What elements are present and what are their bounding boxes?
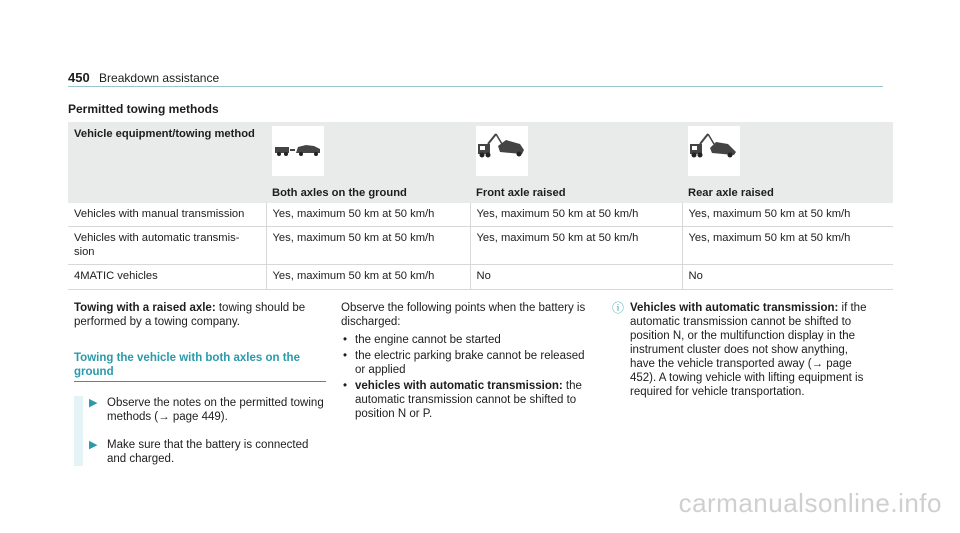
header-equipment: Vehicle equipment/towing method	[68, 122, 266, 203]
list-item: • the engine cannot be started	[341, 333, 596, 347]
row-cell: Yes, maximum 50 km at 50 km/h	[470, 227, 682, 265]
header-divider	[68, 86, 883, 87]
raised-axle-label: Towing with a raised axle:	[74, 302, 216, 314]
section-heading: Towing the vehicle with both axles on the ground	[74, 351, 326, 382]
info-note	[612, 301, 872, 399]
row-cell: Yes, maximum 50 km at 50 km/h	[266, 203, 470, 227]
raised-axle-paragraph	[74, 301, 326, 329]
table-row	[68, 227, 893, 265]
column-2	[341, 301, 596, 423]
row-label: 4MATIC vehicles	[68, 265, 266, 289]
step-text: Make sure that the battery is connected and charged.	[107, 439, 309, 465]
header-both-axles	[266, 122, 470, 203]
list-item-text: the automatic transmission cannot be shifted to position N or P.	[355, 380, 582, 420]
row-label: Vehicles with manual transmission	[68, 203, 266, 227]
step-text: Observe the notes on the permitted towing methods (→ page 449).	[107, 397, 324, 423]
step-arrow-icon: ▶	[89, 439, 98, 451]
battery-intro: Observe the following points when the battery is discharged:	[341, 302, 586, 328]
row-cell: Yes, maximum 50 km at 50 km/h	[470, 203, 682, 227]
watermark: carmanualsonline.info	[678, 488, 942, 518]
info-icon: ⓘ	[612, 301, 625, 315]
table-title: Permitted towing methods	[68, 102, 219, 116]
row-cell: Yes, maximum 50 km at 50 km/h	[266, 265, 470, 289]
header-both-axles-label: Both axles on the ground	[272, 187, 407, 199]
info-note-text: if the automatic transmission cannot be shifted to position N, or the multifunction display in the instrument cluster does not show anything, have the vehicle transported away (→ page 452). A towing vehicle with lifting equipment is required for vehicle transportation.	[630, 302, 867, 398]
row-cell: No	[682, 265, 893, 289]
page-number: 450	[68, 70, 90, 85]
tow-truck-rear-raised-icon	[688, 126, 887, 179]
row-cell: Yes, maximum 50 km at 50 km/h	[682, 227, 893, 265]
raised-axle-text: towing should be performed by a towing company.	[74, 302, 306, 328]
step-arrow-icon: ▶	[89, 397, 98, 409]
battery-list	[341, 333, 596, 421]
row-label: Vehicles with automatic transmis- sion	[68, 227, 266, 265]
header-front-raised	[470, 122, 682, 203]
table-row	[68, 265, 893, 289]
column-1	[74, 301, 326, 480]
table-header-row	[68, 122, 893, 203]
instruction-step	[89, 396, 326, 424]
row-cell: Yes, maximum 50 km at 50 km/h	[682, 203, 893, 227]
list-item-bold: vehicles with automatic transmission:	[355, 380, 563, 392]
row-cell: Yes, maximum 50 km at 50 km/h	[266, 227, 470, 265]
header-rear-raised-label: Rear axle raised	[688, 187, 774, 199]
header-rear-raised	[682, 122, 893, 203]
row-cell: No	[470, 265, 682, 289]
info-note-title: Vehicles with automatic transmission:	[630, 302, 839, 314]
table-row	[68, 203, 893, 227]
towing-methods-table	[68, 122, 893, 290]
car-towed-on-ground-icon	[272, 126, 464, 179]
section-title: Breakdown assistance	[99, 71, 220, 85]
header-front-raised-label: Front axle raised	[476, 187, 566, 199]
instruction-step	[89, 438, 326, 466]
tow-truck-front-raised-icon	[476, 126, 676, 179]
list-item	[341, 379, 596, 421]
instruction-steps	[74, 396, 326, 466]
column-3	[612, 301, 872, 399]
page-header	[68, 70, 219, 85]
list-item: • the electric parking brake cannot be released or applied	[341, 349, 596, 377]
